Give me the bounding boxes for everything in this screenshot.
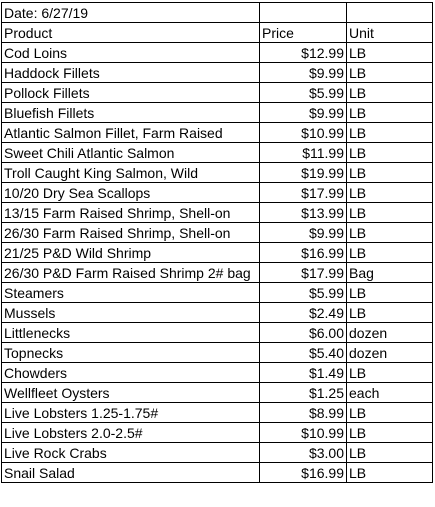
price-cell: $6.00 bbox=[260, 323, 347, 343]
product-cell: 26/30 P&D Farm Raised Shrimp 2# bag bbox=[2, 263, 260, 283]
table-row bbox=[2, 243, 433, 263]
product-cell: 13/15 Farm Raised Shrimp, Shell-on bbox=[2, 203, 260, 223]
price-cell: $11.99 bbox=[260, 143, 347, 163]
unit-cell: LB bbox=[347, 423, 433, 443]
table-row bbox=[2, 463, 433, 483]
product-cell: Live Rock Crabs bbox=[2, 443, 260, 463]
price-cell: $12.99 bbox=[260, 43, 347, 63]
unit-cell: LB bbox=[347, 363, 433, 383]
header-row bbox=[2, 23, 433, 43]
unit-cell: LB bbox=[347, 243, 433, 263]
unit-cell: LB bbox=[347, 163, 433, 183]
table-row bbox=[2, 183, 433, 203]
date-cell: Date: 6/27/19 bbox=[2, 3, 260, 23]
unit-cell: LB bbox=[347, 223, 433, 243]
price-cell: $2.49 bbox=[260, 303, 347, 323]
price-cell: $5.99 bbox=[260, 283, 347, 303]
empty-cell bbox=[347, 3, 433, 23]
unit-cell: LB bbox=[347, 103, 433, 123]
price-cell: $3.00 bbox=[260, 443, 347, 463]
table-row bbox=[2, 443, 433, 463]
table-row bbox=[2, 303, 433, 323]
unit-cell: LB bbox=[347, 303, 433, 323]
empty-cell bbox=[260, 3, 347, 23]
product-cell: Steamers bbox=[2, 283, 260, 303]
unit-cell: LB bbox=[347, 443, 433, 463]
product-cell: Snail Salad bbox=[2, 463, 260, 483]
price-cell: $10.99 bbox=[260, 423, 347, 443]
table-row bbox=[2, 283, 433, 303]
price-list-table bbox=[1, 2, 433, 483]
product-cell: Live Lobsters 1.25-1.75# bbox=[2, 403, 260, 423]
price-cell: $10.99 bbox=[260, 123, 347, 143]
table-row bbox=[2, 363, 433, 383]
header-product: Product bbox=[2, 23, 260, 43]
price-cell: $9.99 bbox=[260, 103, 347, 123]
unit-cell: LB bbox=[347, 403, 433, 423]
product-cell: Wellfleet Oysters bbox=[2, 383, 260, 403]
unit-cell: dozen bbox=[347, 323, 433, 343]
unit-cell: LB bbox=[347, 183, 433, 203]
unit-cell: LB bbox=[347, 463, 433, 483]
table-row bbox=[2, 263, 433, 283]
table-row bbox=[2, 63, 433, 83]
price-cell: $9.99 bbox=[260, 63, 347, 83]
price-cell: $19.99 bbox=[260, 163, 347, 183]
table-row bbox=[2, 103, 433, 123]
product-cell: Chowders bbox=[2, 363, 260, 383]
price-cell: $16.99 bbox=[260, 243, 347, 263]
product-cell: Troll Caught King Salmon, Wild bbox=[2, 163, 260, 183]
price-cell: $1.25 bbox=[260, 383, 347, 403]
price-cell: $16.99 bbox=[260, 463, 347, 483]
header-unit: Unit bbox=[347, 23, 433, 43]
unit-cell: LB bbox=[347, 83, 433, 103]
product-cell: 10/20 Dry Sea Scallops bbox=[2, 183, 260, 203]
product-cell: Pollock Fillets bbox=[2, 83, 260, 103]
product-cell: 21/25 P&D Wild Shrimp bbox=[2, 243, 260, 263]
product-cell: 26/30 Farm Raised Shrimp, Shell-on bbox=[2, 223, 260, 243]
price-cell: $9.99 bbox=[260, 223, 347, 243]
unit-cell: LB bbox=[347, 203, 433, 223]
price-list-body bbox=[2, 3, 433, 483]
table-row bbox=[2, 123, 433, 143]
product-cell: Bluefish Fillets bbox=[2, 103, 260, 123]
price-cell: $13.99 bbox=[260, 203, 347, 223]
header-price: Price bbox=[260, 23, 347, 43]
price-cell: $17.99 bbox=[260, 183, 347, 203]
table-row bbox=[2, 203, 433, 223]
product-cell: Littlenecks bbox=[2, 323, 260, 343]
product-cell: Haddock Fillets bbox=[2, 63, 260, 83]
unit-cell: LB bbox=[347, 143, 433, 163]
unit-cell: each bbox=[347, 383, 433, 403]
product-cell: Topnecks bbox=[2, 343, 260, 363]
product-cell: Sweet Chili Atlantic Salmon bbox=[2, 143, 260, 163]
table-row bbox=[2, 143, 433, 163]
price-cell: $5.40 bbox=[260, 343, 347, 363]
table-row bbox=[2, 423, 433, 443]
table-row bbox=[2, 343, 433, 363]
table-row bbox=[2, 323, 433, 343]
table-row bbox=[2, 223, 433, 243]
unit-cell: LB bbox=[347, 63, 433, 83]
price-cell: $8.99 bbox=[260, 403, 347, 423]
table-row bbox=[2, 43, 433, 63]
table-row bbox=[2, 383, 433, 403]
product-cell: Atlantic Salmon Fillet, Farm Raised bbox=[2, 123, 260, 143]
date-row bbox=[2, 3, 433, 23]
product-cell: Mussels bbox=[2, 303, 260, 323]
table-row bbox=[2, 403, 433, 423]
unit-cell: LB bbox=[347, 43, 433, 63]
price-cell: $17.99 bbox=[260, 263, 347, 283]
unit-cell: dozen bbox=[347, 343, 433, 363]
table-row bbox=[2, 163, 433, 183]
price-cell: $5.99 bbox=[260, 83, 347, 103]
unit-cell: LB bbox=[347, 123, 433, 143]
product-cell: Live Lobsters 2.0-2.5# bbox=[2, 423, 260, 443]
price-cell: $1.49 bbox=[260, 363, 347, 383]
product-cell: Cod Loins bbox=[2, 43, 260, 63]
unit-cell: LB bbox=[347, 283, 433, 303]
table-row bbox=[2, 83, 433, 103]
unit-cell: Bag bbox=[347, 263, 433, 283]
